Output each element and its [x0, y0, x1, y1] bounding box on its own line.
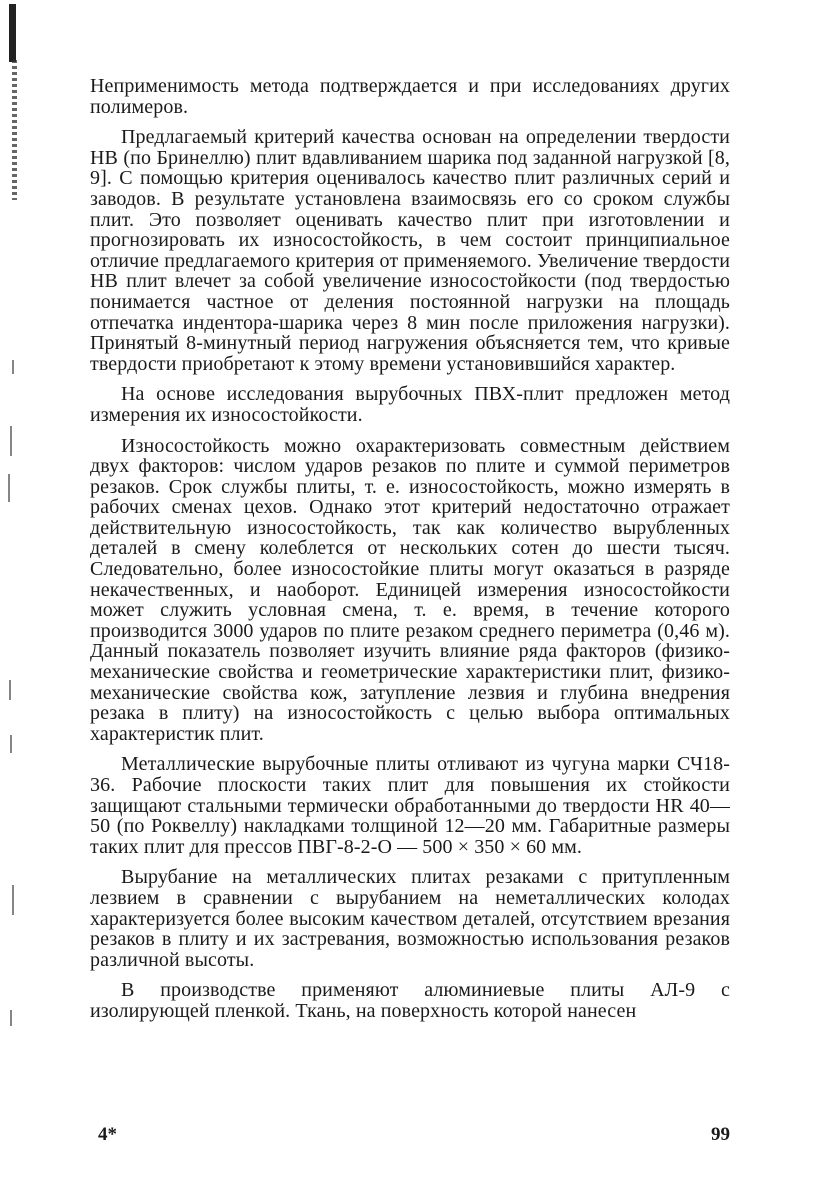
binding-mark	[9, 4, 16, 62]
page-footer	[90, 1124, 730, 1146]
paragraph: На основе исследования вырубочных ПВХ-плит предложен метод измерения их износостойкости.	[90, 383, 730, 426]
binding-mark	[10, 426, 12, 456]
page-number: 99	[711, 1124, 730, 1145]
paragraph: Предлагаемый критерий качества основан на определении твердости НВ (по Бринеллю) плит вдавливанием шарика под заданной нагрузкой [8, 9]. С помощью критерия оценивалось качество плит различных серий и заводов. В результате установлена взаимосвязь его со сроком службы плит. Это позволяет оценивать качество плит при изготовлении и прогнозировать их износостойкость, в чем состоит принципиальное отличие предлагаемого критерия от применяемого. Увеличение твердости НВ плит влечет за собой увеличение износостойкости (под твердостью понимается частное от деления постоянной нагрузки на площадь отпечатка индентора-шарика через 8 мин после приложения нагрузки). Принятый 8-минутный период нагружения объясняется тем, что кривые твердости приобретают к этому времени установившийся характер.	[90, 126, 730, 375]
binding-mark	[10, 1010, 12, 1026]
paragraph: Неприменимость метода подтверждается и при исследованиях других полимеров.	[90, 75, 730, 118]
signature-mark: 4*	[98, 1124, 117, 1145]
page-body	[90, 76, 730, 1032]
paragraph: Износостойкость можно охарактеризовать совместным действием двух факторов: числом ударов резаков по плите и суммой периметров резаков. Срок службы плиты, т. е. износостойкость, можно измерять в рабочих сменах цехов. Однако этот критерий недостаточно отражает действительную износостойкость, так как количество вырубленных деталей в смену колеблется от нескольких сотен до шести тысяч. Следовательно, более износостойкие плиты могут оказаться в разряде некачественных, и наоборот. Единицей измерения износостойкости может служить условная смена, т. е. время, в течение которого производится 3000 ударов по плите резаком среднего периметра (0,46 м). Данный показатель позволяет изучить влияние ряда факторов (физико-механические свойства и геометрические характеристики плит, физико-механические свойства кож, затупление лезвия и глубина внедрения резака в плиту) на износостойкость с целью выбора оптимальных характеристик плит.	[90, 434, 730, 745]
paragraph: В производстве применяют алюминиевые плиты АЛ-9 с изолирующей пленкой. Ткань, на поверхность которой нанесен	[90, 979, 730, 1022]
binding-mark	[12, 360, 14, 374]
binding-mark	[12, 885, 14, 915]
paragraph: Вырубание на металлических плитах резаками с притупленным лезвием в сравнении с вырубанием на неметаллических колодах характеризуется более высоким качеством деталей, отсутствием врезания резаков в плиту и их застревания, возможностью использования резаков различной высоты.	[90, 866, 730, 971]
binding-mark	[8, 474, 10, 502]
binding-mark	[10, 735, 12, 753]
paragraph: Металлические вырубочные плиты отливают из чугуна марки СЧ18-36. Рабочие плоскости таких плит для повышения их стойкости защищают стальными термически обработанными до твердости HR 40—50 (по Роквеллу) накладками толщиной 12—20 мм. Габаритные размеры таких плит для прессов ПВГ-8-2-О — 500 × 350 × 60 мм.	[90, 753, 730, 858]
binding-mark	[12, 60, 17, 200]
binding-mark	[9, 680, 11, 700]
binding-edge-artifact	[0, 0, 40, 1181]
